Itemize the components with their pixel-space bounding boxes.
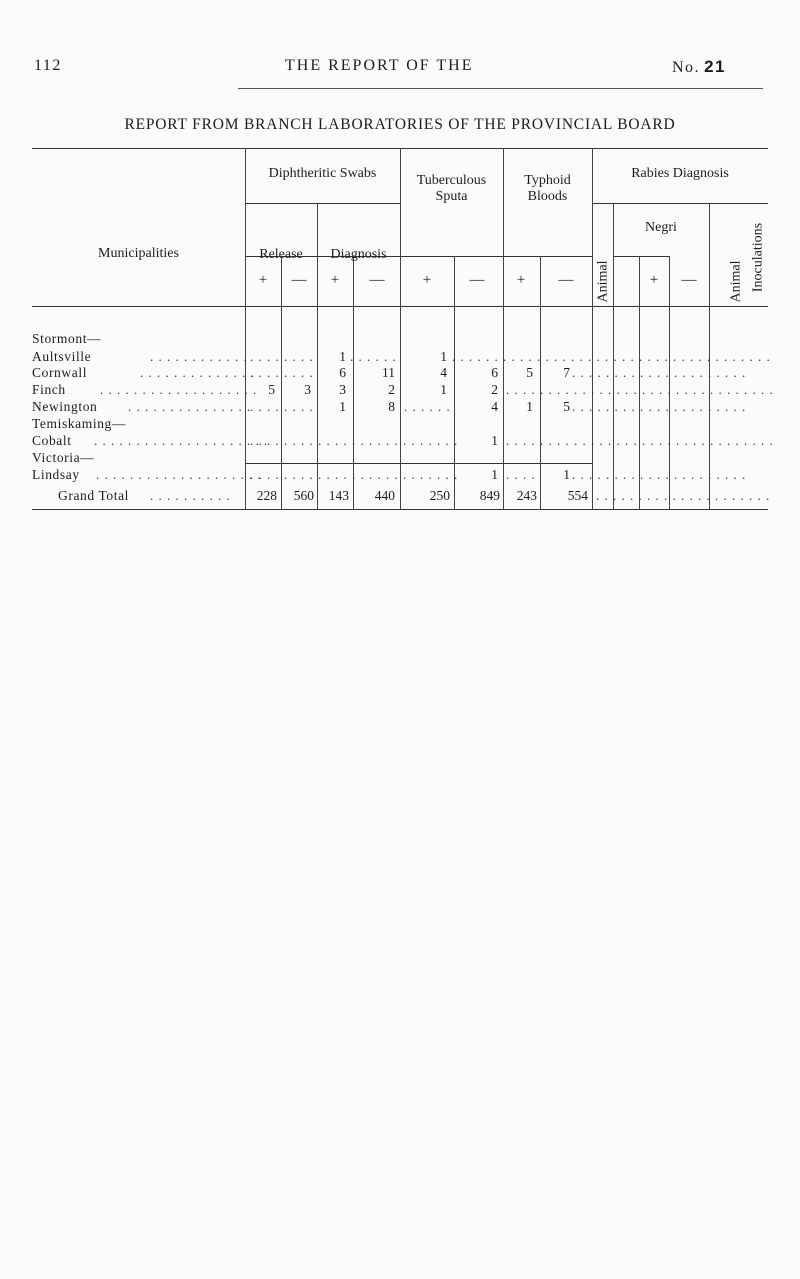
sign-minus: —: [291, 272, 307, 288]
cell-finch-tb-minus: 2: [491, 382, 498, 397]
row-label-victoria: Victoria—: [32, 450, 95, 465]
col-tuberculous: Tuberculous: [416, 173, 487, 188]
report-number: [672, 57, 726, 77]
row-label-stormont: Stormont—: [32, 331, 102, 346]
sign-minus: —: [681, 272, 697, 288]
sign-plus: +: [649, 272, 659, 288]
empty-cell: . . . . . . . . . . . . . . . . . . . . .: [572, 365, 747, 380]
leader-dots: . . . . . . . . . . . .: [150, 349, 248, 364]
page-number: 112: [34, 57, 62, 74]
empty-cell: . . . . . . . . . . . . . . . . . . . . . . . . . . . . . . . .: [506, 433, 774, 448]
col-bloods: Bloods: [527, 189, 568, 204]
empty-cell: . . . . . . . . . . . . . . . . . . . . .: [572, 399, 747, 414]
empty-cell: . . . . . . . .: [250, 365, 314, 380]
cell-newington-diag-plus: 1: [339, 399, 346, 414]
col-typhoid: Typhoid: [524, 173, 571, 188]
empty-cell: . . . . . . . . . . . . . . . . . . . . . . . . . . . . . . . . . . . . . .: [452, 349, 771, 364]
diphtheritic-sub-rule: [245, 203, 400, 204]
col-animal-inoculations-1: Animal: [728, 260, 744, 303]
cell-newington-ty-minus: 5: [563, 399, 570, 414]
row-label-lindsay: Lindsay: [32, 467, 80, 482]
sign-plus: +: [422, 272, 432, 288]
cell-cornwall-tb-minus: 6: [491, 365, 498, 380]
cell-cornwall-diag-minus: 11: [382, 365, 395, 380]
col-animal-inoculations-2: Inoculations: [750, 222, 766, 293]
empty-cell: . . . . . . . . . . . . . . . . . . . . . . . . . . . . . . . .: [506, 382, 774, 397]
leader-dots: . . . . . . . . . . . . . . . . . . . . .: [94, 433, 269, 448]
row-label-newington: Newington: [32, 399, 98, 414]
empty-cell: . . . .: [506, 467, 536, 482]
col-release: Release: [259, 247, 303, 262]
row-label-aultsville: Aultsville: [32, 349, 92, 364]
cell-total-diag-plus: 143: [328, 488, 349, 503]
row-label-grand-total: Grand Total: [58, 488, 130, 503]
empty-cell: . . . . . . . .: [250, 349, 314, 364]
cell-cornwall-ty-plus: 5: [526, 365, 533, 380]
cell-cornwall-diag-plus: 6: [339, 365, 346, 380]
sign-plus: +: [330, 272, 340, 288]
col-negri: Negri: [645, 220, 677, 235]
row-label-cornwall: Cornwall: [32, 365, 88, 380]
cell-lindsay-tb-minus: 1: [491, 467, 498, 482]
running-title: THE REPORT OF THE: [285, 57, 474, 74]
cell-newington-ty-plus: 1: [526, 399, 533, 414]
empty-cell: . . . . . . . . . . . . . . . . . . . . .: [572, 467, 747, 482]
cell-total-rel-minus: 560: [293, 488, 314, 503]
col-rule: [592, 148, 593, 509]
leader-dots: . . . . . . . . . . . . . . .: [128, 399, 252, 414]
sign-minus: —: [469, 272, 485, 288]
table-bottom-rule: [32, 509, 768, 510]
row-label-temiskaming: Temiskaming—: [32, 416, 126, 431]
cell-finch-diag-plus: 3: [339, 382, 346, 397]
empty-cell: . . . . . .: [350, 349, 397, 364]
empty-cell: . . . . . . . .: [250, 399, 314, 414]
col-diagnosis: Diagnosis: [330, 247, 387, 262]
cell-total-ty-plus: 243: [516, 488, 537, 503]
negri-sub-rule: [613, 256, 669, 257]
col-sputa: Sputa: [435, 189, 468, 204]
cell-total-diag-minus: 440: [374, 488, 395, 503]
sign-minus: —: [369, 272, 385, 288]
sign-plus: +: [258, 272, 268, 288]
page-title: REPORT FROM BRANCH LABORATORIES OF THE PROVINCIAL BOARD: [124, 116, 676, 133]
empty-cell: . . . . . . . . . . . . . . . . . . . . .: [596, 488, 771, 503]
cell-aultsville-tb-plus: 1: [440, 349, 447, 364]
col-rabies-diagnosis: Rabies Diagnosis: [631, 166, 729, 181]
col-animal: Animal: [595, 260, 611, 303]
empty-cell: . . . . . .: [404, 399, 451, 414]
cell-aultsville-diag-plus: 1: [339, 349, 346, 364]
cell-newington-diag-minus: 8: [388, 399, 395, 414]
cell-total-tb-plus: 250: [429, 488, 450, 503]
cell-cornwall-tb-plus: 4: [440, 365, 447, 380]
report-number-label: No.: [672, 59, 701, 76]
header-rule: [238, 88, 763, 89]
cell-newington-tb-minus: 4: [491, 399, 498, 414]
cell-lindsay-ty-minus: 1: [563, 467, 570, 482]
col-municipalities: Municipalities: [98, 246, 179, 261]
empty-cell: . . . . . . . . . . . . . . . . . . . . . . . . .: [250, 433, 459, 448]
cell-cobalt-tb-minus: 1: [491, 433, 498, 448]
cell-finch-tb-plus: 1: [440, 382, 447, 397]
cell-finch-diag-minus: 2: [388, 382, 395, 397]
empty-cell: . . . . . . . . . . . . . . . . . . . . . . . . .: [250, 467, 459, 482]
leader-dots: . . . . . . . . . . . . . . . . . . .: [100, 382, 258, 397]
cell-finch-rel-minus: 3: [304, 382, 311, 397]
cell-total-rel-plus: 228: [256, 488, 277, 503]
cell-finch-rel-plus: 5: [268, 382, 275, 397]
leader-dots: . . . . . . . . . . . . . .: [140, 365, 255, 380]
sign-minus: —: [558, 272, 574, 288]
row-label-cobalt: Cobalt: [32, 433, 72, 448]
sign-plus: +: [516, 272, 526, 288]
report-number-value: 21: [704, 57, 726, 76]
leader-dots: . . . . . . . . . . . . . . . . . . . .: [96, 467, 262, 482]
cell-total-tb-minus: 849: [479, 488, 500, 503]
row-label-finch: Finch: [32, 382, 66, 397]
leader-dots: . . . . . . . . . .: [150, 488, 231, 503]
cell-total-ty-minus: 554: [567, 488, 588, 503]
rabies-sub-rule: [592, 203, 768, 204]
cell-cornwall-ty-minus: 7: [563, 365, 570, 380]
col-rule: [245, 148, 246, 509]
col-diphtheritic-swabs: Diphtheritic Swabs: [268, 166, 377, 181]
